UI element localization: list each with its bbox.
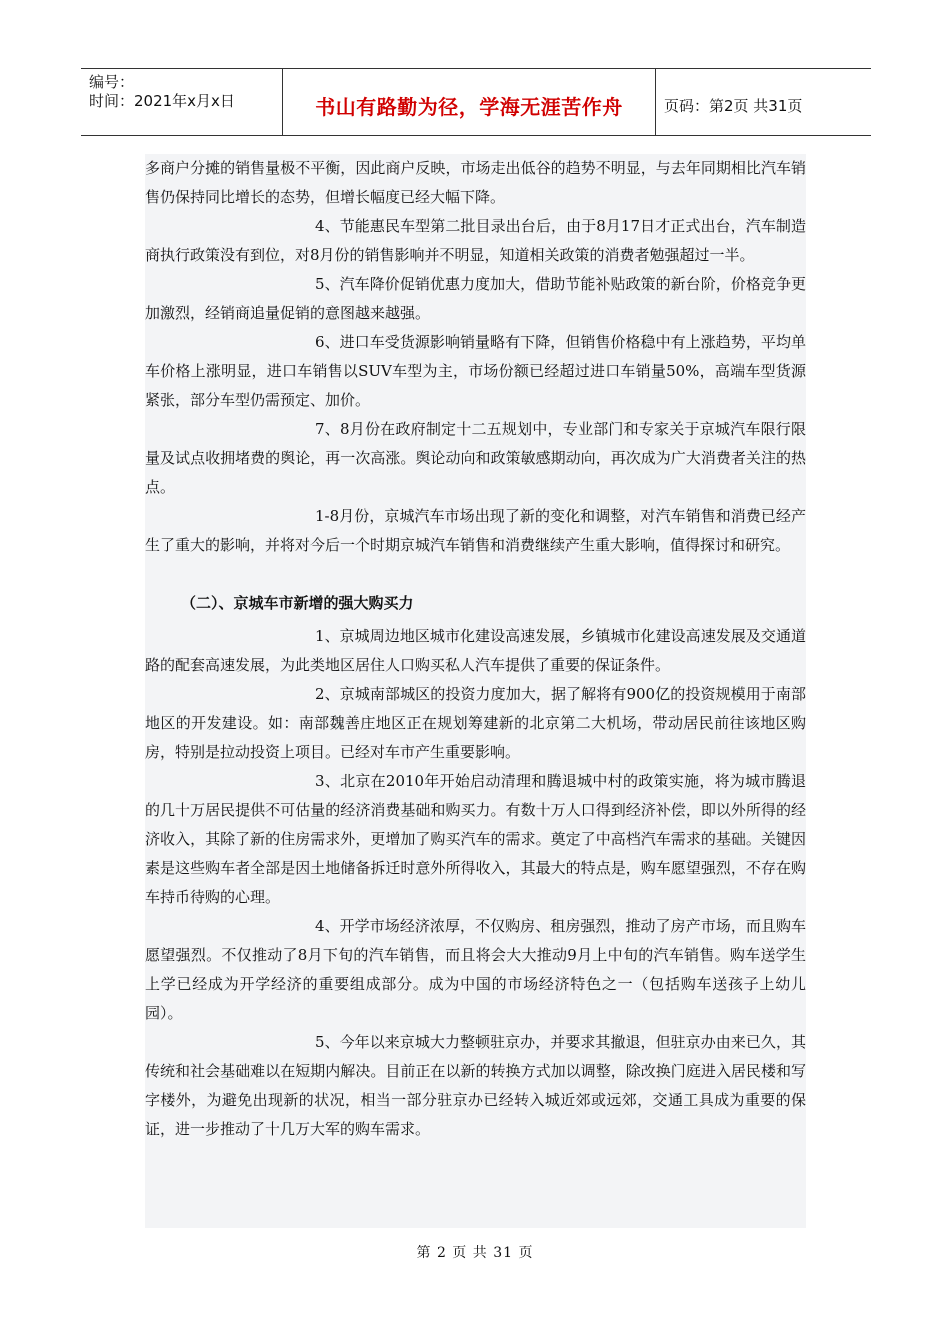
document-time-label: 时间：2021年x月x日: [89, 92, 235, 110]
document-body: [145, 154, 806, 1228]
document-number-label: 编号：: [89, 73, 135, 91]
paragraph: 5、今年以来京城大力整顿驻京办，并要求其撤退，但驻京办由来已久，其传统和社会基础难以在短期内解决。目前正在以新的转换方式加以调整，除改换门庭进入居民楼和写字楼外，为避免出现新的状况，相当一部分驻京办已经转入城近郊或远郊，交通工具成为重要的保证，进一步推动了十几万大军的购车需求。: [145, 1033, 806, 1138]
paragraph: 1、京城周边地区城市化建设高速发展，乡镇城市化建设高速发展及交通道路的配套高速发展，为此类地区居住人口购买私人汽车提供了重要的保证条件。: [145, 627, 806, 674]
paragraph: 4、开学市场经济浓厚，不仅购房、租房强烈，推动了房产市场，而且购车愿望强烈。不仅推动了8月下旬的汽车销售，而且将会大大推动9月上中旬的汽车销售。购车送学生上学已经成为开学经济的重要组成部分。成为中国的市场经济特色之一（包括购车送孩子上幼儿园）。: [145, 917, 806, 1022]
page-footer: 第 2 页 共 31 页: [416, 1245, 534, 1261]
paragraph: 7、8月份在政府制定十二五规划中，专业部门和专家关于京城汽车限行限量及试点收拥堵费的舆论，再一次高涨。舆论动向和政策敏感期动向，再次成为广大消费者关注的热点。: [145, 420, 806, 496]
header-meta: [81, 69, 283, 135]
page-header: [81, 68, 871, 136]
paragraph: 多商户分摊的销售量极不平衡，因此商户反映，市场走出低谷的趋势不明显，与去年同期相比汽车销售仍保持同比增长的态势，但增长幅度已经大幅下降。: [145, 159, 806, 206]
paragraph: 6、进口车受货源影响销量略有下降，但销售价格稳中有上涨趋势，平均单车价格上涨明显，进口车销售以SUV车型为主，市场份额已经超过进口车销量50%，高端车型货源紧张，部分车型仍需预定、加价。: [145, 333, 806, 409]
paragraph: 4、节能惠民车型第二批目录出台后，由于8月17日才正式出台，汽车制造商执行政策没有到位，对8月份的销售影响并不明显，知道相关政策的消费者勉强超过一半。: [145, 217, 806, 264]
section-heading: （二）、京城车市新增的强大购买力: [181, 594, 414, 612]
paragraph: 5、汽车降价促销优惠力度加大，借助节能补贴政策的新台阶，价格竞争更加激烈，经销商追量促销的意图越来越强。: [145, 275, 806, 322]
header-page-label: 页码：第2页 共31页: [664, 96, 803, 115]
paragraph: 3、北京在2010年开始启动清理和腾退城中村的政策实施，将为城市腾退的几十万居民提供不可估量的经济消费基础和购买力。有数十万人口得到经济补偿，即以外所得的经济收入，其除了新的住房需求外，更增加了购买汽车的需求。奠定了中高档汽车需求的基础。关键因素是这些购车者全部是因土地储备拆迁时意外所得收入，其最大的特点是，购车愿望强烈，不存在购车持币待购的心理。: [145, 772, 806, 906]
paragraph: 1-8月份，京城汽车市场出现了新的变化和调整，对汽车销售和消费已经产生了重大的影响，并将对今后一个时期京城汽车销售和消费继续产生重大影响，值得探讨和研究。: [145, 507, 806, 554]
header-motto: 书山有路勤为径，学海无涯苦作舟: [283, 69, 656, 135]
paragraph: 2、京城南部城区的投资力度加大，据了解将有900亿的投资规模用于南部地区的开发建设。如：南部魏善庄地区正在规划筹建新的北京第二大机场，带动居民前往该地区购房，特别是拉动投资上项目。已经对车市产生重要影响。: [145, 685, 806, 761]
